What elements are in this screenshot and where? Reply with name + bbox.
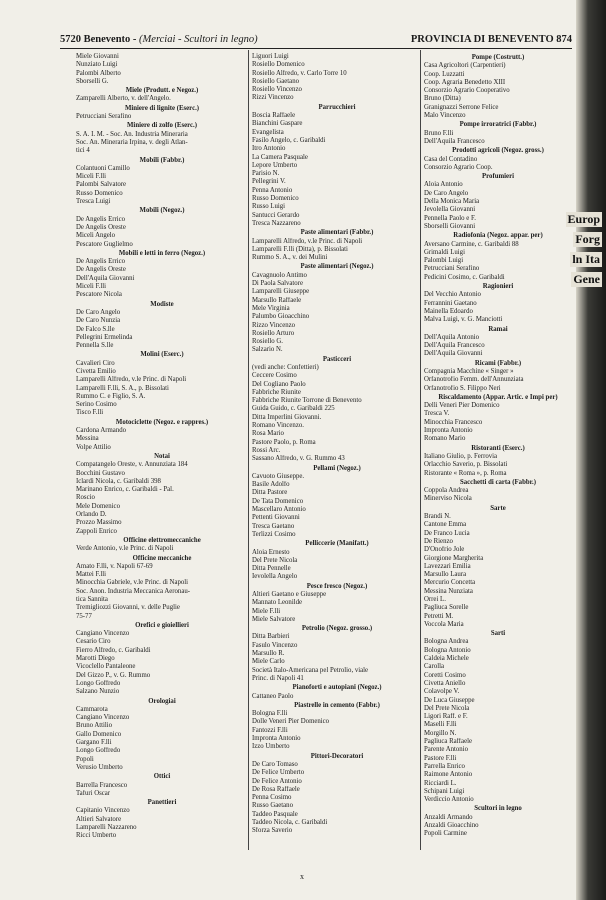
directory-entry: Bologna Andrea: [424, 638, 469, 646]
directory-entry: Schipani Luigi: [424, 787, 465, 795]
directory-entry: De Luca Giuseppe: [424, 696, 475, 704]
category-heading: Riscaldamento (Appar. Artic. e Impi per): [438, 393, 558, 401]
header-province: PROVINCIA DI BENEVENTO 874: [410, 34, 572, 45]
directory-entry: Miele Salvatore: [252, 615, 296, 623]
directory-entry: (vedi anche: Confettieri): [252, 363, 319, 371]
directory-entry: Ditta Barbieri: [252, 633, 290, 641]
directory-entry: De Rosa Raffaele: [252, 785, 300, 793]
directory-entry: Amato F.lli, v. Napoli 67-69: [76, 562, 153, 570]
directory-entry: Pastore F.lli: [424, 754, 457, 762]
category-heading: Pompe irroratrici (Fabbr.): [459, 121, 537, 129]
directory-entry: Soc. An. Mineraria Irpina, v. degli Atlan-: [76, 138, 188, 146]
category-heading: Ottici: [153, 773, 171, 781]
directory-entry: Itro Antonio: [252, 145, 286, 153]
directory-entry: Penna Cosimo: [252, 794, 292, 802]
directory-entry: Miele Giovanni: [76, 53, 119, 60]
directory-entry: Cavuoto Giuseppe.: [252, 472, 305, 480]
directory-entry: Iclardi Nicola, c. Garibaldi 398: [76, 477, 161, 485]
directory-entry: Fabbriche Riunite: [252, 388, 301, 396]
directory-entry: Taddeo Nicola, c. Garibaldi: [252, 819, 328, 827]
category-heading: Sacchetti di carta (Fabbr.): [459, 478, 536, 486]
directory-entry: Ceccere Cosimo: [252, 372, 297, 380]
category-heading: Mobili (Fabbr.): [139, 156, 185, 164]
directory-entry: Rosa Mario: [252, 430, 284, 438]
directory-entry: De Rienzo: [424, 537, 453, 545]
directory-entry: Ditta Pennelle: [252, 565, 291, 573]
directory-entry: Basile Adolfo: [252, 481, 290, 489]
directory-entry: La Camera Pasquale: [252, 153, 308, 161]
directory-entry: Marsullo Laura: [424, 571, 467, 579]
directory-entry: Minocchia Gabriele, v.le Princ. di Napoli: [76, 579, 189, 587]
directory-entry: Orlacchio Saverio, p. Bissolati: [424, 461, 508, 469]
directory-entry: Del Prete Nicola: [424, 704, 470, 712]
directory-entry: Cavalieri Ciro: [76, 359, 115, 367]
edge-text: Gene: [573, 272, 600, 286]
directory-entry: Grimaldi Luigi: [424, 248, 465, 256]
directory-entry: Russo Domenico: [76, 189, 123, 197]
directory-entry: Miele F.lli: [252, 607, 281, 615]
directory-entry: Zamparelli Alberto, v. dell'Angelo.: [76, 95, 171, 103]
directory-entry: Lavezzari Emilia: [424, 562, 471, 570]
directory-entry: Barrella Francesco: [76, 781, 128, 789]
directory-entry: Coop. Luzzatti: [424, 70, 465, 78]
directory-entry: Longo Goffredo: [76, 747, 121, 755]
directory-entry: Serino Cosimo: [76, 401, 117, 409]
directory-entry: Cardona Armando: [76, 427, 127, 435]
directory-entry: Coretti Cosimo: [424, 671, 466, 679]
directory-entry: Rosiello Gaetano: [252, 77, 300, 85]
directory-entry: Dell'Aquila Giovanni: [76, 274, 135, 282]
directory-entry: Pagliuca Sorelle: [424, 604, 469, 612]
category-heading: Notai: [154, 452, 170, 460]
directory-entry: Palumbo Gioacchino: [252, 313, 310, 321]
directory-entry: Salzario N.: [252, 346, 283, 354]
directory-entry: Altieri Salvatore: [76, 815, 122, 823]
directory-entry: Ievolella Angelo: [252, 573, 298, 581]
directory-entry: Rosiello Vincenzo: [252, 86, 302, 94]
directory-entry: Lamparelli F.lli (Ditta), p. Bissolati: [252, 245, 348, 253]
category-heading: Ragionieri: [482, 283, 514, 291]
category-heading: Paste alimentari (Fabbr.): [300, 229, 374, 237]
directory-entry: Ditta Imperlini Giovanni.: [252, 413, 322, 421]
directory-entry: Vicoclello Pantaleone: [76, 663, 136, 671]
edge-text: ln Ita: [572, 252, 600, 266]
directory-entry: Gallo Domenico: [76, 730, 122, 738]
directory-entry: Tisco F.lli: [76, 409, 104, 417]
directory-entry: De Franco Lucia: [424, 529, 470, 537]
directory-entry: Terlizzi Cosimo: [252, 530, 296, 538]
directory-entry: Cavagnuolo Antimo: [252, 271, 307, 279]
directory-entry: Russo Domenico: [252, 195, 299, 203]
category-heading: Scultori in legno: [474, 805, 522, 813]
footer-mark: x: [300, 872, 304, 881]
directory-entry: Civetta Aniello: [424, 679, 466, 687]
directory-entry: Sassano Alfredo, v. G. Rummo 43: [252, 455, 345, 463]
directory-entry: Ligori Raff. e F.: [424, 713, 468, 721]
directory-entry: Compatangelo Oreste, v. Annunziata 184: [76, 461, 188, 469]
directory-entry: Bruno Attilio: [76, 722, 113, 730]
directory-entry: Miele Carlo: [252, 658, 285, 666]
page-header: [60, 32, 572, 49]
directory-entry: Caldeia Michele: [424, 655, 469, 663]
category-heading: Paste alimentari (Negoz.): [300, 263, 374, 271]
directory-entry: Compagnia Macchine « Singer »: [424, 367, 514, 375]
header-city: Benevento -: [83, 34, 137, 45]
directory-entry: Parisio N.: [252, 170, 280, 178]
directory-entry: Verde Antonio, v.le Princ. di Napoli: [76, 545, 174, 553]
category-heading: Mobili e letti in ferro (Negoz.): [118, 249, 206, 257]
directory-entry: Verdiccio Antonio: [424, 796, 474, 804]
directory-entry: Verusio Umberto: [76, 763, 123, 771]
column-3: [424, 53, 572, 839]
directory-entry: Giorgione Margherita: [424, 554, 484, 562]
directory-entry: Lepore Umberto: [252, 161, 298, 169]
directory-entry: Romano Vincenzo.: [252, 422, 304, 430]
category-heading: Piastrelle in cemento (Fabbr.): [294, 701, 380, 709]
directory-entry: Gargano F.lli: [76, 739, 112, 747]
directory-entry: Rosiello Alfredo, v. Carlo Torre 10: [252, 69, 347, 77]
directory-entry: Voccola Maria: [424, 620, 464, 628]
directory-entry: Raimone Antonio: [424, 771, 473, 779]
category-heading: Molini (Eserc.): [140, 351, 184, 359]
directory-entry: Ristorante « Roma », p. Roma: [424, 469, 507, 477]
directory-entry: Bianchini Gaspare: [252, 120, 303, 128]
directory-entry: Prozzo Massimo: [76, 519, 122, 527]
directory-entry: Bruno F.lli: [424, 129, 454, 137]
directory-entry: De Felice Umberto: [252, 769, 305, 777]
directory-entry: Fasulo Vincenzo: [252, 641, 298, 649]
directory-entry: Del Gizzo P., v. G. Rummo: [76, 671, 151, 679]
category-heading: Pelliccerie (Manifatt.): [305, 540, 369, 548]
category-heading: Orefici e gioiellieri: [135, 621, 189, 629]
directory-entry: Maselli F.lli: [424, 721, 457, 729]
directory-entry: Sforza Saverio: [252, 827, 293, 835]
directory-entry: Fabbriche Riunite Torrone di Benevento: [252, 397, 362, 405]
directory-entry: Società Italo-Americana pel Petrolio, viale: [252, 666, 369, 674]
directory-entry: De Falco S.lle: [76, 325, 115, 333]
edge-text: Europ: [567, 212, 600, 226]
directory-entry: Orfanotrofio Femm. dell'Annunziata: [424, 376, 524, 384]
directory-entry: S. A. I. M. - Soc. An. Industria Mineraria: [76, 130, 188, 138]
directory-entry: Orlando D.: [76, 511, 107, 519]
directory-entry: Russo Luigi: [252, 203, 286, 211]
directory-entry: Pedicini Cosimo, c. Garibaldi: [424, 273, 505, 281]
directory-entry: Mercurio Concetta: [424, 579, 476, 587]
directory-entry: 75-77: [76, 612, 92, 620]
directory-entry: Anzaldi Gioacchino: [424, 822, 479, 830]
directory-entry: Malva Luigi, v. G. Manciotti: [424, 316, 503, 324]
directory-entry: Altieri Gaetano e Giuseppe: [252, 591, 327, 598]
directory-entry: Bologna Antonio: [424, 646, 471, 654]
category-heading: Prodotti agricoli (Negoz. gross.): [452, 147, 544, 155]
directory-entry: Messina Nunziata: [424, 587, 473, 595]
category-heading: Pasticceri: [322, 355, 352, 363]
directory-entry: Brandi N.: [424, 513, 451, 521]
directory-entry: Consorzio Agrario Cooperativo: [424, 87, 510, 95]
directory-entry: Sborselli Giovanni: [424, 222, 476, 230]
directory-entry: Zappoli Enrico: [76, 527, 117, 535]
directory-entry: Italiano Giulio, p. Ferrovia: [424, 452, 498, 460]
directory-entry: Tresca V.: [424, 410, 450, 418]
directory-entry: De Angelis Errico: [76, 258, 126, 266]
category-heading: Ristoranti (Eserc.): [471, 444, 525, 452]
header-range: (Merciai - Scultori in legno): [139, 34, 258, 45]
directory-entry: Mattei F.lli: [76, 571, 107, 579]
edge-text: Forg: [575, 232, 600, 246]
column-rule: [248, 50, 249, 850]
category-heading: Petrolio (Negoz. grosso.): [301, 625, 373, 633]
directory-entry: Pennella S.lle: [76, 342, 114, 350]
directory-entry: Bocchini Gustavo: [76, 469, 125, 477]
directory-entry: Aloia Antonio: [424, 181, 463, 189]
directory-entry: Impronta Antonio: [424, 427, 473, 435]
directory-entry: Nunziato Luigi: [76, 61, 118, 69]
directory-entry: Boscia Raffaele: [252, 112, 296, 120]
directory-entry: Pagliuca Raffaele: [424, 738, 472, 746]
directory-entry: Fantozzi F.lli: [252, 726, 288, 734]
directory-entry: Palombi Alberto: [76, 69, 121, 77]
category-heading: Parrucchieri: [318, 103, 356, 111]
directory-entry: Carolla: [424, 663, 445, 671]
directory-entry: Aversano Carmine, c. Garibaldi 88: [424, 240, 519, 248]
directory-entry: Casa Agricoltori (Carpentieri): [424, 62, 506, 70]
column-2: [252, 53, 422, 836]
directory-entry: Izzo Umberto: [252, 743, 290, 751]
directory-entry: Tafuri Oscar: [76, 789, 111, 797]
directory-entry: Colantuoni Camillo: [76, 164, 130, 172]
directory-entry: Princ. di Napoli 41: [252, 674, 304, 682]
category-heading: Mobili (Negoz.): [139, 207, 185, 215]
directory-entry: Minocchia Francesco: [424, 418, 483, 426]
directory-entry: Miceli F.lli: [76, 173, 107, 181]
directory-entry: Coppola Andrea: [424, 487, 469, 495]
directory-entry: Pellegrini Ermelinda: [76, 333, 133, 341]
directory-entry: Marinano Enrico, c. Garibaldi - Pal.: [76, 486, 174, 494]
directory-entry: De Caro Angelo: [424, 189, 469, 197]
directory-entry: Romano Mario: [424, 435, 466, 443]
directory-entry: Capitanio Vincenzo: [76, 807, 130, 815]
directory-entry: Tresca Nazzareno: [252, 219, 301, 227]
binding-gutter: [576, 0, 606, 900]
category-heading: Miele (Produtt. e Negoz.): [125, 87, 199, 95]
directory-entry: Parente Antonio: [424, 746, 468, 754]
directory-entry: Dell'Aquila Antonio: [424, 333, 480, 341]
directory-entry: Pescatore Guglielmo: [76, 240, 133, 248]
directory-entry: Mascellaro Antonio: [252, 506, 306, 514]
directory-entry: Tresca Luigi: [76, 198, 111, 206]
directory-entry: Dolle Veneri Pier Domenico: [252, 718, 330, 726]
column-1: [76, 53, 248, 841]
directory-entry: Rummo S. A., v. dei Mulini: [252, 254, 328, 262]
header-right: [411, 32, 572, 48]
directory-entry: Longo Goffredo: [76, 679, 121, 687]
directory-entry: Orfanotrofio S. Filippo Neri: [424, 384, 501, 392]
directory-entry: Della Monica Maria: [424, 198, 480, 206]
directory-entry: De Angelis Oreste: [76, 266, 126, 274]
directory-entry: De Tata Domenico: [252, 497, 304, 505]
directory-entry: Miceli F.lli: [76, 283, 107, 291]
directory-entry: Delli Veneri Pier Domenico: [424, 402, 500, 410]
directory-entry: Del Cogliano Paolo: [252, 380, 306, 388]
directory-entry: Santucci Gerardo: [252, 211, 300, 219]
directory-entry: tica Sannita: [76, 596, 108, 603]
directory-entry: Penna Antonio: [252, 186, 293, 194]
directory-entry: Del Vecchio Antonio: [424, 291, 481, 299]
directory-entry: Lamparelli F.lli, S. A., p. Bissolati: [76, 384, 169, 392]
category-heading: Miniere di lignite (Eserc.): [124, 104, 200, 112]
directory-entry: Pastore Paolo, p. Roma: [252, 438, 316, 446]
category-heading: Pesce fresco (Negoz.): [306, 582, 368, 590]
category-heading: Pittori-Decoratori: [310, 752, 364, 760]
directory-entry: De Caro Nunzia: [76, 317, 121, 325]
directory-entry: Messina: [76, 435, 99, 443]
directory-entry: Cesario Ciro: [76, 638, 111, 646]
directory-entry: Parrella Enrico: [424, 762, 465, 770]
header-left: [60, 32, 258, 48]
directory-entry: Rosiello G.: [252, 338, 283, 346]
directory-entry: Ditta Pastore: [252, 489, 288, 497]
directory-entry: Pennella Paolo e F.: [424, 214, 476, 222]
category-heading: Sarti: [490, 630, 506, 638]
directory-entry: De Caro Angelo: [76, 308, 121, 316]
directory-entry: Liguori Luigi: [252, 53, 289, 60]
directory-entry: D'Onofrio Jole: [424, 546, 465, 554]
directory-entry: Civetta Emilio: [76, 367, 116, 375]
directory-entry: Rosiello Domenico: [252, 61, 305, 69]
directory-entry: Soc. Anon. Industria Meccanica Aeronau-: [76, 587, 191, 595]
directory-entry: Pettenti Giovanni: [252, 514, 300, 522]
directory-entry: Consorzio Agrario Coop.: [424, 163, 493, 171]
directory-entry: Rizzo Vincenzo: [252, 321, 296, 329]
directory-entry: Evangelista: [252, 128, 284, 136]
directory-entry: Mannato Leonilde: [252, 599, 303, 607]
directory-entry: Lamparelli Giuseppe: [252, 288, 310, 296]
directory-entry: Marotti Diego: [76, 655, 115, 663]
directory-entry: Tresca Gaetano: [252, 522, 295, 530]
category-heading: Sarte: [490, 504, 506, 512]
directory-entry: Petrucciani Serafino: [76, 113, 132, 121]
directory-entry: Jevolella Giovanni: [424, 206, 476, 214]
directory-entry: Dell'Aquila Francesco: [424, 137, 485, 145]
directory-entry: Rummo C. e Figlio, S. A.: [76, 392, 146, 400]
directory-entry: Volpe Attilio: [76, 443, 111, 451]
directory-entry: Lamparelli Nazzareno: [76, 824, 137, 832]
directory-entry: Rossi Arc.: [252, 446, 281, 454]
directory-entry: tici 4: [76, 147, 90, 155]
directory-entry: Casa del Contadino: [424, 155, 478, 163]
page-number: 5720: [60, 34, 81, 45]
category-heading: Radiofonia (Negoz. appar. per): [453, 232, 543, 240]
category-heading: Modiste: [150, 300, 174, 308]
directory-entry: Colavolpe V.: [424, 688, 460, 696]
directory-entry: Granignazzi Serrone Felice: [424, 103, 499, 111]
directory-entry: Impronta Antonio: [252, 735, 301, 743]
category-heading: Ricami (Fabbr.): [474, 359, 522, 367]
directory-entry: Cantone Emma: [424, 521, 467, 529]
directory-entry: Guida Guido, c. Garibaldi 225: [252, 405, 335, 413]
directory-entry: Cangiano Vincenzo: [76, 714, 130, 722]
directory-entry: Taddeo Pasquale: [252, 810, 298, 818]
category-heading: Panettieri: [147, 799, 177, 807]
directory-entry: Tremigliozzi Giovanni, v. delle Puglie: [76, 604, 180, 612]
directory-entry: Rizzi Vincenzo: [252, 94, 294, 102]
directory-entry: Miceli Angelo: [76, 232, 116, 240]
directory-entry: De Angelis Errico: [76, 215, 126, 223]
category-heading: Pompe (Costrutt.): [471, 54, 525, 61]
directory-entry: Ferrannini Gaetano: [424, 299, 477, 307]
directory-entry: Morgillo N.: [424, 729, 457, 737]
category-heading: Profumieri: [482, 173, 514, 181]
directory-entry: Aloia Ernesto: [252, 548, 290, 556]
directory-entry: Cammarota: [76, 705, 108, 713]
category-heading: Pianoforti e autopiani (Negoz.): [292, 684, 382, 692]
category-heading: Ramai: [488, 325, 508, 333]
directory-entry: De Caro Tomaso: [252, 760, 298, 768]
directory-entry: Popoli Carmine: [424, 830, 467, 838]
directory-entry: Fasilo Angelo, c. Garibaldi: [252, 136, 326, 144]
directory-entry: Di Paola Salvatore: [252, 280, 303, 288]
directory-entry: Cangiano Vincenzo: [76, 630, 130, 638]
directory-entry: Popoli: [76, 755, 94, 763]
directory-entry: Palombi Luigi: [424, 257, 464, 265]
category-heading: Motociclette (Negoz. e rappres.): [115, 418, 209, 426]
directory-entry: Coop. Agraria Benedetto XIII: [424, 78, 506, 86]
directory-entry: Rosiello Arturo: [252, 329, 295, 337]
directory-entry: De Felice Antonio: [252, 777, 302, 785]
directory-entry: Sborselli G.: [76, 77, 109, 85]
directory-entry: Marsullo R.: [252, 650, 285, 658]
directory-entry: Minerviso Nicola: [424, 495, 472, 503]
category-heading: Pellami (Negoz.): [313, 464, 361, 472]
directory-entry: Cattaneo Paolo: [252, 692, 294, 700]
directory-entry: Pellegrini V.: [252, 178, 286, 186]
directory-entry: Dell'Aquila Giovanni: [424, 350, 483, 358]
category-heading: Officine elettromeccaniche: [123, 536, 201, 544]
directory-entry: Orrei L.: [424, 596, 446, 603]
directory-entry: Pescatore Nicola: [76, 291, 122, 299]
directory-entry: Salzano Nunzio: [76, 688, 120, 696]
directory-entry: Ricciardi L.: [424, 779, 457, 787]
directory-entry: Mele Virginia: [252, 304, 290, 312]
directory-entry: Roscio: [76, 494, 95, 502]
directory-entry: Del Prete Nicola: [252, 556, 298, 564]
directory-entry: De Angelis Oreste: [76, 223, 126, 231]
directory-entry: Malo Vincenzo: [424, 112, 466, 120]
directory-entry: Petrucciani Serafino: [424, 265, 480, 273]
category-heading: Orologiai: [148, 697, 176, 705]
directory-entry: Petretti M.: [424, 612, 454, 620]
directory-entry: Mele Domenico: [76, 502, 120, 510]
directory-entry: Lamparelli Alfredo, v.le Princ. di Napoli: [252, 237, 363, 245]
directory-entry: Mainella Edoardo: [424, 307, 473, 315]
directory-entry: Palombi Salvatore: [76, 181, 127, 189]
directory-entry: Lamparelli Alfredo, v.le Princ. di Napoli: [76, 376, 187, 384]
category-heading: Miniere di zolfo (Eserc.): [127, 122, 197, 130]
directory-entry: Fierro Alfredo, c. Garibaldi: [76, 646, 151, 654]
directory-entry: Bologna F.lli: [252, 710, 288, 718]
directory-entry: Dell'Aquila Francesco: [424, 342, 485, 350]
directory-entry: Bruno (Ditta): [424, 95, 461, 103]
directory-entry: Marsullo Raffaele: [252, 296, 302, 304]
category-heading: Officine meccaniche: [132, 554, 192, 562]
directory-entry: Ricci Umberto: [76, 832, 117, 840]
directory-entry: Russo Gaetano: [252, 802, 293, 810]
directory-entry: Anzaldi Armando: [424, 813, 473, 821]
